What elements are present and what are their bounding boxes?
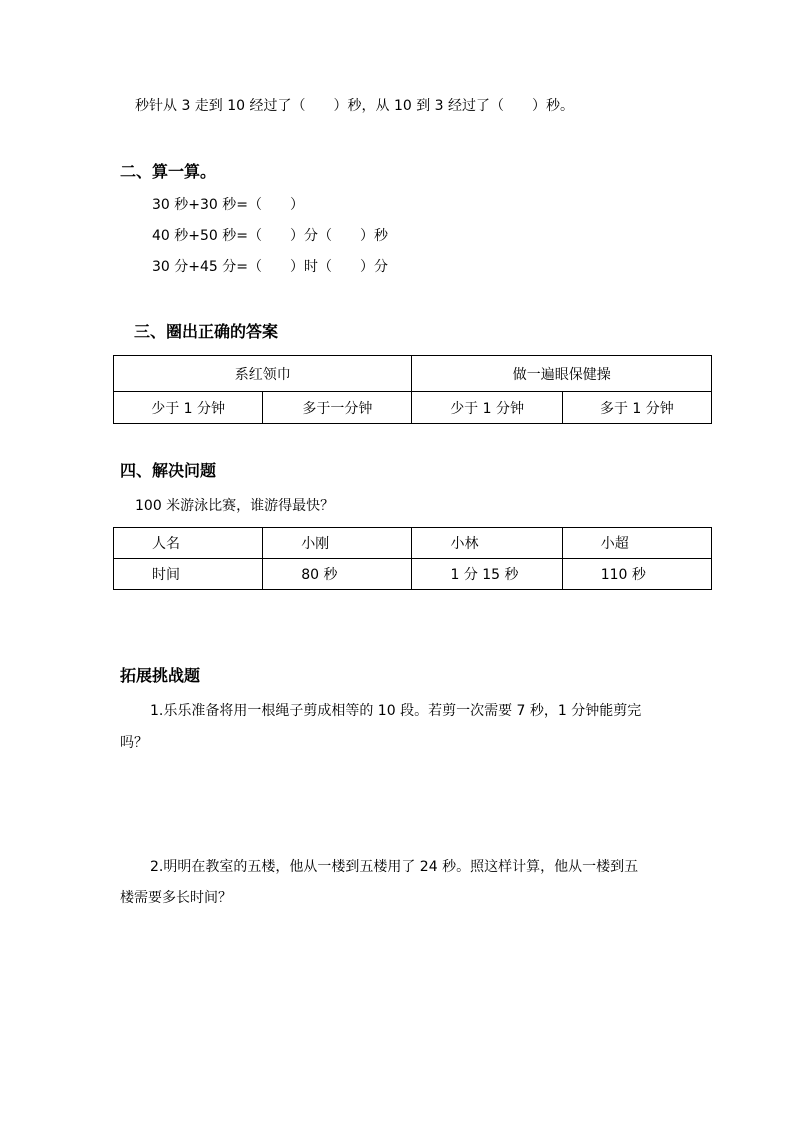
challenge-q2-line2: 楼需要多长时间？ — [120, 890, 232, 906]
section4-heading: 四、解决问题 — [120, 461, 217, 480]
table-cell: 110 秒 — [562, 559, 711, 590]
table-cell: 80 秒 — [263, 559, 412, 590]
answer-choice-table — [113, 355, 712, 424]
challenge-q1-line2: 吗？ — [120, 735, 148, 751]
option-cell[interactable]: 少于 1 分钟 — [412, 392, 562, 424]
calc-item-2: 40 秒+50 秒=（ ）分（ ）秒 — [152, 228, 388, 244]
swim-times-table — [113, 527, 712, 590]
table-header-eye-exercise: 做一遍眼保健操 — [412, 356, 712, 392]
swim-question: 100 米游泳比赛，谁游得最快？ — [135, 498, 335, 514]
option-cell[interactable]: 多于一分钟 — [263, 392, 412, 424]
challenge-heading: 拓展挑战题 — [120, 666, 201, 685]
section3-heading: 三、圈出正确的答案 — [134, 322, 279, 341]
section2-heading: 二、算一算。 — [120, 162, 217, 181]
calc-item-3: 30 分+45 分=（ ）时（ ）分 — [152, 259, 388, 275]
table-cell: 人名 — [114, 528, 263, 559]
option-cell[interactable]: 多于 1 分钟 — [562, 392, 711, 424]
table-cell: 1 分 15 秒 — [412, 559, 562, 590]
challenge-q2-line1: 2.明明在教室的五楼，他从一楼到五楼用了 24 秒。照这样计算，他从一楼到五 — [150, 859, 639, 875]
calc-item-1: 30 秒+30 秒=（ ） — [152, 197, 304, 213]
table-header-red-scarf: 系红领巾 — [114, 356, 412, 392]
table-cell: 时间 — [114, 559, 263, 590]
table-cell: 小林 — [412, 528, 562, 559]
intro-question: 秒针从 3 走到 10 经过了（ ）秒，从 10 到 3 经过了（ ）秒。 — [135, 98, 575, 114]
table-cell: 小刚 — [263, 528, 412, 559]
table-cell: 小超 — [562, 528, 711, 559]
option-cell[interactable]: 少于 1 分钟 — [114, 392, 263, 424]
challenge-q1-line1: 1.乐乐准备将用一根绳子剪成相等的 10 段。若剪一次需要 7 秒，1 分钟能剪完 — [150, 703, 642, 719]
